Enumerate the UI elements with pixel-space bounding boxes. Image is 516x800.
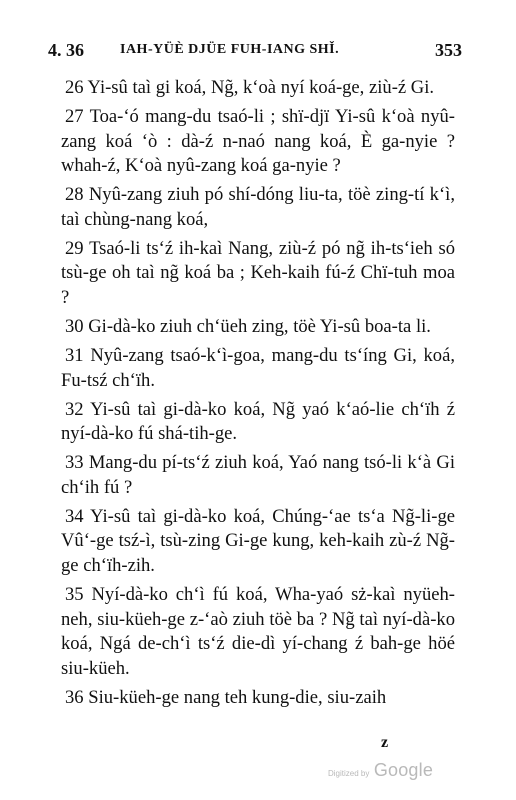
verse-26: 26 Yi-sû taì gi koá, Ng̃, k‘oà nyí koá-ge, ziù-ź Gi. bbox=[65, 77, 435, 98]
verse-35: 35 Nyí-dà-ko ch‘ì fú koá, Wha-yaó sż-kaì nyüeh-neh, siu-küeh-ge z-‘aò ziuh töè ba ? Ng̃ taì nyí-dà-ko koá, Ngá de-ch‘ì ts‘ź die-dì yí-chang ź bah-ge höé siu-küeh. bbox=[61, 584, 455, 680]
google-logo: Google bbox=[373, 760, 434, 780]
verse-29: 29 Tsaó-li ts‘ź ih-kaì Nang, ziù-ź pó ng̃ ih-ts‘ieh só tsù-ge oh taì ng̃ koá ba ; Keh-kaih fú-ź Chï-tuh moa ? bbox=[61, 237, 455, 309]
verse-32: 32 Yi-sû taì gi-dà-ko koá, Ng̃ yaó k‘aó-lie ch‘ïh ź nyí-dà-ko fú shá-tih-ge. bbox=[61, 398, 455, 445]
watermark-prefix: Digitized by bbox=[328, 769, 370, 778]
verse-text-block bbox=[61, 76, 455, 715]
verse-28: 28 Nyû-zang ziuh pó shí-dóng liu-ta, töè zing-tí k‘ì, taì chùng-nang koá, bbox=[61, 184, 455, 230]
digitization-watermark bbox=[328, 760, 433, 781]
chapter-verse-ref: 4. 36 bbox=[48, 40, 84, 60]
page-number: 353 bbox=[435, 40, 462, 60]
running-title: IAH-YÜÈ DJÜE FUH-IANG SHǏ. bbox=[120, 42, 340, 57]
verse-27: 27 Toa-‘ó mang-du tsaó-li ; shï-djï Yi-sû k‘oà nyû-zang koá ‘ò : dà-ź n-naó nang koá, È ga-nyie ? whah-ź, K‘oà nyû-zang koá ga-nyie ? bbox=[61, 105, 455, 177]
running-header bbox=[48, 40, 462, 66]
verse-36: 36 Siu-küeh-ge nang teh kung-die, siu-zaih bbox=[65, 687, 387, 709]
verse-34: 34 Yi-sû taì gi-dà-ko koá, Chúng-‘ae ts‘a Ng̃-li-ge Vû‘-ge tsź-ì, tsù-zing Gi-ge kung, keh-kaih zù-ź Ng̃-ge ch‘ïh-zih. bbox=[61, 505, 455, 577]
signature-mark: z bbox=[381, 734, 389, 751]
verse-31: 31 Nyû-zang tsaó-k‘ì-goa, mang-du ts‘íng Gi, koá, Fu-tsź ch‘ïh. bbox=[61, 344, 455, 391]
verse-30: 30 Gi-dà-ko ziuh ch‘üeh zing, töè Yi-sû boa-ta li. bbox=[65, 316, 431, 338]
verse-33: 33 Mang-du pí-ts‘ź ziuh koá, Yaó nang tsó-li k‘à Gi ch‘ih fú ? bbox=[61, 452, 455, 498]
